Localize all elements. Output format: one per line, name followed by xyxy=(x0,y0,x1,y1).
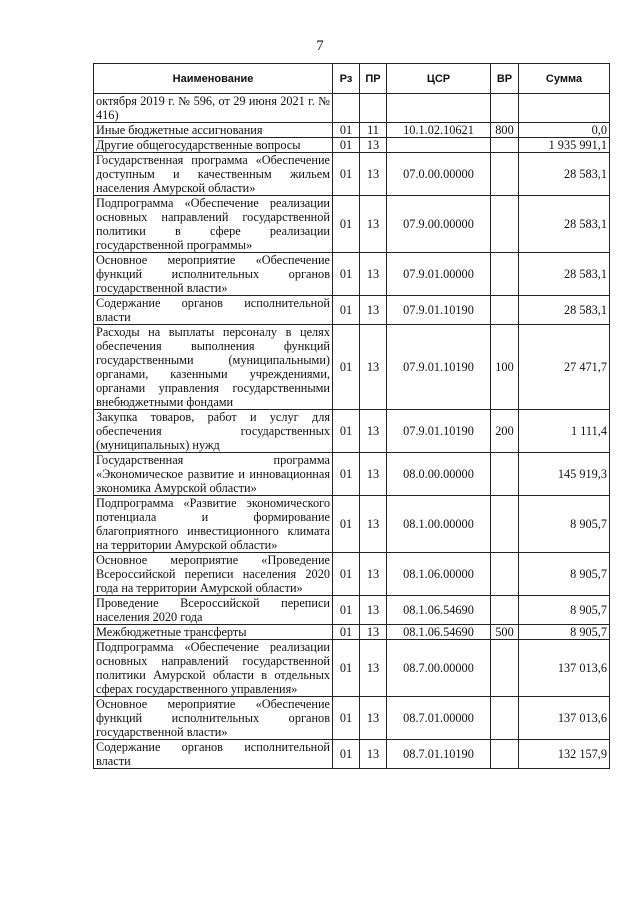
table-row xyxy=(94,153,610,196)
table-row xyxy=(94,553,610,596)
cell-vr xyxy=(491,196,519,253)
cell-sum: 8 905,7 xyxy=(519,625,610,640)
cell-pr: 11 xyxy=(360,123,387,138)
header-sum: Сумма xyxy=(519,64,610,94)
cell-vr: 800 xyxy=(491,123,519,138)
cell-name: Основное мероприятие «Обеспечение функций исполнительных органов государственной власти» xyxy=(94,697,333,740)
cell-csr: 08.1.06.54690 xyxy=(387,625,491,640)
cell-rz: 01 xyxy=(333,625,360,640)
cell-csr: 08.7.00.00000 xyxy=(387,640,491,697)
cell-vr xyxy=(491,740,519,769)
cell-csr: 07.9.01.00000 xyxy=(387,253,491,296)
table-row xyxy=(94,740,610,769)
cell-pr xyxy=(360,94,387,123)
table-row xyxy=(94,496,610,553)
cell-name: Проведение Всероссийской переписи населения 2020 года xyxy=(94,596,333,625)
cell-csr: 08.0.00.00000 xyxy=(387,453,491,496)
table-row xyxy=(94,410,610,453)
page-number: 7 xyxy=(316,38,324,54)
header-csr: ЦСР xyxy=(387,64,491,94)
cell-rz: 01 xyxy=(333,196,360,253)
cell-pr: 13 xyxy=(360,196,387,253)
table-header-row xyxy=(94,64,610,94)
budget-table xyxy=(93,63,610,769)
cell-csr: 10.1.02.10621 xyxy=(387,123,491,138)
cell-pr: 13 xyxy=(360,410,387,453)
header-rz: Рз xyxy=(333,64,360,94)
cell-csr: 07.9.01.10190 xyxy=(387,325,491,410)
cell-pr: 13 xyxy=(360,153,387,196)
cell-sum: 28 583,1 xyxy=(519,296,610,325)
cell-csr: 08.7.01.10190 xyxy=(387,740,491,769)
cell-rz: 01 xyxy=(333,496,360,553)
cell-rz: 01 xyxy=(333,296,360,325)
cell-sum: 8 905,7 xyxy=(519,596,610,625)
cell-rz: 01 xyxy=(333,153,360,196)
cell-csr: 08.7.01.00000 xyxy=(387,697,491,740)
cell-csr: 07.9.01.10190 xyxy=(387,410,491,453)
cell-name: Расходы на выплаты персоналу в целях обеспечения выполнения функций государственными (муниципальными) органами, казенными учреждениями, органами управления государственными внебюджетными фондами xyxy=(94,325,333,410)
cell-vr: 500 xyxy=(491,625,519,640)
cell-pr: 13 xyxy=(360,325,387,410)
table-row xyxy=(94,196,610,253)
cell-csr: 07.9.01.10190 xyxy=(387,296,491,325)
cell-csr: 08.1.06.00000 xyxy=(387,553,491,596)
cell-csr: 08.1.06.54690 xyxy=(387,596,491,625)
cell-vr xyxy=(491,640,519,697)
cell-name: Содержание органов исполнительной власти xyxy=(94,296,333,325)
cell-csr: 08.1.00.00000 xyxy=(387,496,491,553)
cell-name: Основное мероприятие «Обеспечение функций исполнительных органов государственной власти» xyxy=(94,253,333,296)
cell-sum: 8 905,7 xyxy=(519,496,610,553)
header-vr: ВР xyxy=(491,64,519,94)
cell-vr xyxy=(491,138,519,153)
cell-pr: 13 xyxy=(360,453,387,496)
cell-csr: 07.9.00.00000 xyxy=(387,196,491,253)
cell-vr xyxy=(491,496,519,553)
cell-rz: 01 xyxy=(333,453,360,496)
table-row xyxy=(94,94,610,123)
cell-rz: 01 xyxy=(333,740,360,769)
cell-sum: 137 013,6 xyxy=(519,697,610,740)
cell-sum: 137 013,6 xyxy=(519,640,610,697)
cell-rz: 01 xyxy=(333,596,360,625)
cell-name: Межбюджетные трансферты xyxy=(94,625,333,640)
cell-csr xyxy=(387,138,491,153)
cell-rz: 01 xyxy=(333,640,360,697)
cell-sum: 1 935 991,1 xyxy=(519,138,610,153)
table-row xyxy=(94,596,610,625)
cell-rz: 01 xyxy=(333,553,360,596)
cell-name: Закупка товаров, работ и услуг для обеспечения государственных (муниципальных) нужд xyxy=(94,410,333,453)
cell-vr xyxy=(491,697,519,740)
cell-name: Подпрограмма «Развитие экономического потенциала и формирование благоприятного инвестиционного климата на территории Амурской области» xyxy=(94,496,333,553)
table-row xyxy=(94,253,610,296)
cell-vr xyxy=(491,153,519,196)
cell-sum: 27 471,7 xyxy=(519,325,610,410)
cell-sum: 28 583,1 xyxy=(519,153,610,196)
cell-sum: 8 905,7 xyxy=(519,553,610,596)
cell-pr: 13 xyxy=(360,553,387,596)
cell-name: Подпрограмма «Обеспечение реализации основных направлений государственной политики в сфере реализации государственной программы» xyxy=(94,196,333,253)
cell-rz: 01 xyxy=(333,123,360,138)
cell-rz: 01 xyxy=(333,325,360,410)
cell-rz xyxy=(333,94,360,123)
cell-csr: 07.0.00.00000 xyxy=(387,153,491,196)
header-pr: ПР xyxy=(360,64,387,94)
cell-sum: 28 583,1 xyxy=(519,253,610,296)
cell-name: Основное мероприятие «Проведение Всероссийской переписи населения 2020 года на территории Амурской области» xyxy=(94,553,333,596)
table-row xyxy=(94,296,610,325)
table-row xyxy=(94,138,610,153)
cell-csr xyxy=(387,94,491,123)
cell-pr: 13 xyxy=(360,296,387,325)
table-row xyxy=(94,325,610,410)
cell-sum: 132 157,9 xyxy=(519,740,610,769)
cell-rz: 01 xyxy=(333,138,360,153)
table-row xyxy=(94,625,610,640)
cell-vr: 100 xyxy=(491,325,519,410)
cell-rz: 01 xyxy=(333,253,360,296)
cell-rz: 01 xyxy=(333,410,360,453)
cell-name: Государственная программа «Экономическое развитие и инновационная экономика Амурской области» xyxy=(94,453,333,496)
cell-sum xyxy=(519,94,610,123)
header-name: Наименование xyxy=(94,64,333,94)
cell-vr xyxy=(491,596,519,625)
cell-sum: 1 111,4 xyxy=(519,410,610,453)
cell-name: Государственная программа «Обеспечение доступным и качественным жильем населения Амурской области» xyxy=(94,153,333,196)
cell-vr xyxy=(491,296,519,325)
cell-name: Содержание органов исполнительной власти xyxy=(94,740,333,769)
cell-sum: 0,0 xyxy=(519,123,610,138)
cell-pr: 13 xyxy=(360,596,387,625)
cell-sum: 145 919,3 xyxy=(519,453,610,496)
cell-pr: 13 xyxy=(360,496,387,553)
cell-pr: 13 xyxy=(360,740,387,769)
cell-vr: 200 xyxy=(491,410,519,453)
cell-vr xyxy=(491,94,519,123)
cell-vr xyxy=(491,453,519,496)
table-row xyxy=(94,697,610,740)
cell-name: Другие общегосударственные вопросы xyxy=(94,138,333,153)
table-row xyxy=(94,123,610,138)
table-row xyxy=(94,453,610,496)
cell-pr: 13 xyxy=(360,640,387,697)
cell-vr xyxy=(491,253,519,296)
cell-rz: 01 xyxy=(333,697,360,740)
cell-pr: 13 xyxy=(360,138,387,153)
cell-pr: 13 xyxy=(360,625,387,640)
cell-pr: 13 xyxy=(360,253,387,296)
cell-vr xyxy=(491,553,519,596)
cell-name: Иные бюджетные ассигнования xyxy=(94,123,333,138)
cell-sum: 28 583,1 xyxy=(519,196,610,253)
cell-name: октября 2019 г. № 596, от 29 июня 2021 г. № 416) xyxy=(94,94,333,123)
cell-name: Подпрограмма «Обеспечение реализации основных направлений государственной политики Амурской области в отдельных сферах государственного управления» xyxy=(94,640,333,697)
table-row xyxy=(94,640,610,697)
cell-pr: 13 xyxy=(360,697,387,740)
